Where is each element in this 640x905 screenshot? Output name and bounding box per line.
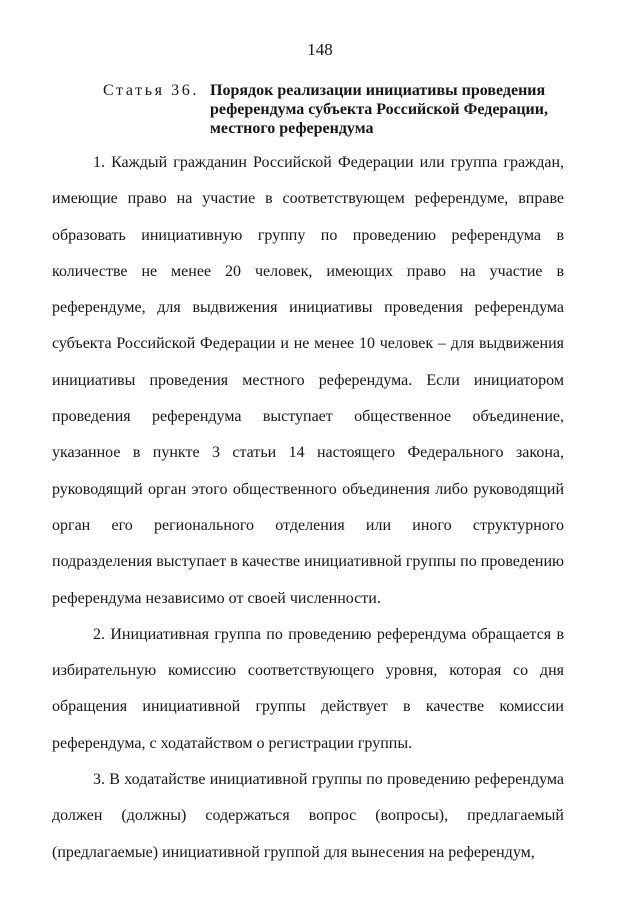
article-label: Статья 36. [103,82,199,99]
paragraph-2: 2. Инициативная группа по проведению референдума обращается в избирательную комиссию соответствующего уровня, которая со дня обращения инициативной группы действует в качестве комиссии референдума, с ходатайством о регистрации группы. [52,625,564,752]
article-body [52,145,564,871]
article-title: Порядок реализации инициативы проведения референдума субъекта Российской Федерации, местного референдума [210,82,548,137]
paragraph-1: 1. Каждый гражданин Российской Федерации или группа граждан, имеющие право на участие в соответствующем референдуме, вправе образовать инициативную группу по проведению референдума в количестве не менее 20 человек, имеющих право на участие в референдуме, для выдвижения инициативы проведения референдума субъекта Российской Федерации и не менее 10 человек – для выдвижения инициативы проведения местного референдума. Если инициатором проведения референдума выступает общественное объединение, указанное в пункте 3 статьи 14 настоящего Федерального закона, руководящий орган этого общественного объединения либо руководящий орган его регионального отделения или иного структурного подразделения выступает в качестве инициативной группы по проведению референдума независимо от своей численности. [52,154,564,607]
paragraph-3: 3. В ходатайстве инициативной группы по проведению референдума должен (должны) содержаться вопрос (вопросы), предлагаемый (предлагаемые) инициативной группой для вынесения на референдум, [52,771,564,861]
page-number: 148 [307,40,333,59]
